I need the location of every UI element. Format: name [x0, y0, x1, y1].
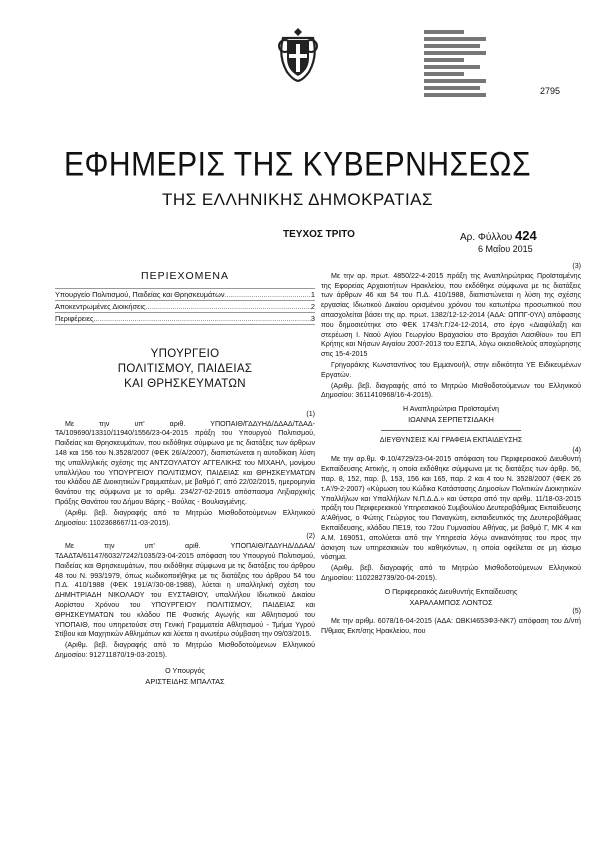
entry-text: Με την υπ' αριθ. ΥΠΟΠΑΙΘ/ΓΔΔΥΗΔ/ΔΔΑΔ/ΤΔΑΔΤΑ/61147/6032/7242/1035/23-04-2015 απόφαση του Υπουργού Πολιτισμού, Παιδείας και Θρησκευμάτων, που εκδόθηκε σύμφωνα με τις διατάξεις του άρθρου 48 του Ν. 993/1979, όπως κωδικοποιήθηκε με τις διατάξεις του άρθρου 54 του Π.Δ. 410/1988 (ΦΕΚ 191/Α'/30-08-1988), λύεται η υπαλληλική σχέση του ΔΗΜΗΤΡΙΑΔΗ ΝΙΚΟΛΑΟΥ του ΕΥΣΤΑΘΙΟΥ, υπαλλήλου Ιδιωτικού Δικαίου Αορίστου Χρόνου του ΥΠΟΥΡΓΕΙΟΥ ΠΟΛΙΤΙΣΜΟΥ, ΠΑΙΔΕΙΑΣ και ΘΡΗΣΚΕΥΜΑΤΩΝ του κλάδου ΠΕ Φυσικής Αγωγής και Αθλητισμού του ΥΠΟΠΑΙΘ, που υπηρετούσε στη Γενική Γραμματεία Αθλητισμού - Τμήμα Υγρού Στίβου και Μαχητικών Αθλημάτων και λύεται η ανωτέρω σύμβαση την 09/03/2015.: [55, 542, 315, 639]
entry-number: (4): [572, 445, 581, 454]
greek-emblem-icon: [275, 26, 321, 82]
section-heading: ΔΙΕΥΘΥΝΣΕΙΣ ΚΑΙ ΓΡΑΦΕΙΑ ΕΚΠΑΙΔΕΥΣΗΣ: [379, 435, 523, 444]
entry-number: (5): [572, 607, 581, 616]
toc-label: Αποκεντρωμένες Διοικήσεις: [55, 301, 146, 311]
contents-heading: ΠΕΡΙΕΧΟΜΕΝΑ: [140, 270, 230, 282]
ministry-line: ΥΠΟΥΡΓΕΙΟ: [150, 347, 220, 360]
entry-number: (2): [306, 532, 315, 541]
entry-text: Γρηγοράκης Κωνσταντίνος του Εμμανουήλ, στην ειδικότητα ΥΕ Ειδικευμένων Εργατών.: [321, 360, 581, 379]
entry-note: (Αριθμ. βεβ. διαγραφής από το Μητρώο Μισθοδοτούμενων Ελληνικού Δημοσίου: 1102368667/11-03-2015).: [55, 508, 315, 527]
ministry-line: ΠΟΛΙΤΙΣΜΟΥ, ΠΑΙΔΕΙΑΣ: [117, 362, 253, 375]
toc-row[interactable]: [55, 312, 315, 324]
page-subtitle: ΤΗΣ ΕΛΛΗΝΙΚΗΣ ΔΗΜΟΚΡΑΤΙΑΣ: [161, 190, 434, 209]
ministry-line: ΚΑΙ ΘΡΗΣΚΕΥΜΑΤΩΝ: [124, 377, 246, 390]
ministry-heading: [55, 347, 315, 392]
sheet-number: [460, 228, 537, 243]
signature-role: Η Αναπληρώτρια Προϊσταμένη: [403, 405, 499, 414]
page-number: 2795: [540, 86, 561, 96]
toc-row[interactable]: [55, 300, 315, 312]
left-column: [55, 262, 315, 686]
official-stamp: [424, 30, 486, 100]
entry-note: (Αριθμ. βεβ. διαγραφής από το Μητρώο Μισθοδοτούμενων του Ελληνικού Δημοσίου: 3611410968/16-4-2015).: [321, 381, 581, 400]
right-column: [321, 262, 581, 638]
entry-text: Με την αριθμ. 6078/16-04-2015 (ΑΔΑ: ΩΒΚΙ4653Φ3-ΝΚ7) απόφαση του Δ/ντή Π/θμιας Εκπ/σης Ηρακλείου, που: [321, 617, 581, 635]
toc-page: 3: [310, 313, 315, 323]
issue-date: 6 Μαΐου 2015: [478, 244, 533, 254]
signature-role: Ο Περιφερειακός Διευθυντής Εκπαίδευσης: [384, 587, 518, 596]
signature-role: Ο Υπουργός: [165, 666, 205, 675]
issue-label: ΤΕΥΧΟΣ ΤΡΙΤΟ: [283, 229, 355, 240]
page-title: ΕΦΗΜΕΡΙΣ ΤΗΣ ΚΥΒΕΡΝΗΣΕΩΣ: [63, 145, 532, 184]
entry-note: (Αριθμ. βεβ. διαγραφής από το Μητρώο Μισθοδοτούμενων Ελληνικού Δημοσίου: 912711870/19-03-2015).: [55, 641, 315, 659]
entry-note: (Αριθμ. βεβ. διαγραφής από το Μητρώο Μισθοδοτούμενων Ελληνικού Δημοσίου: 1102282739/20-04-2015).: [321, 564, 581, 582]
sheet-number-value: 424: [515, 228, 537, 243]
signature-name: ΙΩΑΝΝΑ ΣΕΡΠΕΤΣΙΔΑΚΗ: [408, 414, 494, 424]
toc-page: 1: [310, 289, 315, 299]
entry-text: Με την αρ. πρωτ. 4850/22-4-2015 πράξη της Αναπληρώτριας Προϊσταμένης της Εφορείας Αρχαιοτήτων Ηρακλείου, που εκδόθηκε σύμφωνα με τις διατάξεις των άρθρων 46 και 54 του Π.Δ. 410/1988, διαπιστώνεται η λύση της σχέσης εργασίας Ιδιωτικού Δικαίου ορισμένου χρόνου του κατωτέρω προσωπικού που απασχολείται βάσει της αρ. πρωτ. 1382/12-12-2014 (ΑΔΑ: ΩΠΠΓ-0ΥΛ) απόφασης που δημοσιεύτηκε στο ΦΕΚ 1743/τ.Γ/24-12-2014, στο έργο «Διαφύλαξη και στερέωση Ι. Ναού Αγίου Γεωργίου Βραχασίου στο Βραχάσι Λασιθίου» του ΕΠ Κρήτης και Νήσων Αιγαίου 2007-2013 του ΕΣΠΑ, λόγω οικειοθελούς αποχώρησης στις 15-4-2015: [321, 271, 581, 359]
toc-label: Περιφέρειες: [55, 313, 94, 323]
entry-text: Με την αρ.θμ. Φ.10/4729/23-04-2015 απόφαση του Περιφερειακού Διευθυντή Εκπαίδευσης Αττικής, η οποία εκδόθηκε σύμφωνα με τις διατάξεις των άρθρ. 56, παρ. 8, 152, παρ. β, 153, 156 και 165, παρ. 2 και 4 του Ν. 3528/2007 (ΦΕΚ 26 τ.Α'/9-2-2007) «Κύρωση του Κώδικα Κατάστασης Δημοσίων Πολιτικών Διοικητικών Υπαλλήλων και Υπαλλήλων Ν.Π.Δ.Δ.» και ύστερα από την αριθμ. 11/18-03-2015 πράξη του Περιφερειακού Υπηρεσιακού Συμβουλίου Δευτεροβάθμιας Εκπαίδευσης Α'Αθήνας, ο Φώτης Γεώργιος του Παναγιώτη, εκπαιδευτικός της Δευτεροβάθμιας Εκπαίδευσης, κλάδου ΠΕ19, του 72ου Γυμνασίου Αθήνας, με βαθμό Γ, ΜΚ 4 και Α.Μ. 169051, απολύεται από την Υπηρεσία λόγω ανικανότητας του προς την άσκηση των υπηρεσιακών του καθηκόντων, η οποία οφείλεται σε μη ιάσιμο νόσημα.: [321, 455, 581, 562]
sheet-label: Αρ. Φύλλου: [460, 232, 513, 243]
signature-name: ΑΡΙΣΤΕΙΔΗΣ ΜΠΑΛΤΑΣ: [145, 676, 225, 686]
toc-row[interactable]: [55, 288, 315, 300]
signature-name: ΧΑΡΑΛΑΜΠΟΣ ΛΟΝΤΟΣ: [409, 597, 493, 607]
entry-text: Με την υπ' αριθ. ΥΠΟΠΑΙΘ/ΓΔΔΥΗΔ/ΔΔΑΔ/ΤΔΑΔ-ΤΑ/109690/13310/11940/1556/23-04-2015 πράξη του Υπουργού Πολιτισμού, Παιδείας και Θρησκευμάτων, που εκδόθηκε σύμφωνα με τις διατάξεις των άρθρων 148 και 156 του Ν.3528/2007 (ΦΕΚ 26/Α/2007), διαπιστώνεται η αυτοδίκαιη λύση της υπαλληλικής σχέσης της ΑΝΤΖΟΥΛΑΤΟΥ ΑΓΓΕΛΙΚΗΣ του ΜΙΧΑΗΛ, μονίμου υπαλλήλου του ΥΠΟΥΡΓΕΙΟΥ ΠΟΛΙΤΙΣΜΟΥ, ΠΑΙΔΕΙΑΣ και ΘΡΗΣΚΕΥΜΑΤΩΝ του κλάδου ΔΕ Διοικητικών Γραμματέων, με βαθμό Γ, από 22/02/2015, ημερομηνία θανάτου της σύμφωνα με το αριθμ. 234/27-02-2015 απόσπασμα Ληξιαρχικής Πράξης Θανάτου του Δήμου Βάρης - Βούλας - Βουλιαγμένης.: [55, 419, 315, 506]
toc-page: 2: [310, 301, 315, 311]
entry-number: (1): [306, 409, 315, 418]
entry-number: (3): [572, 262, 581, 270]
toc-label: Υπουργείο Πολιτισμού, Παιδείας και Θρησκευμάτων: [55, 289, 225, 299]
